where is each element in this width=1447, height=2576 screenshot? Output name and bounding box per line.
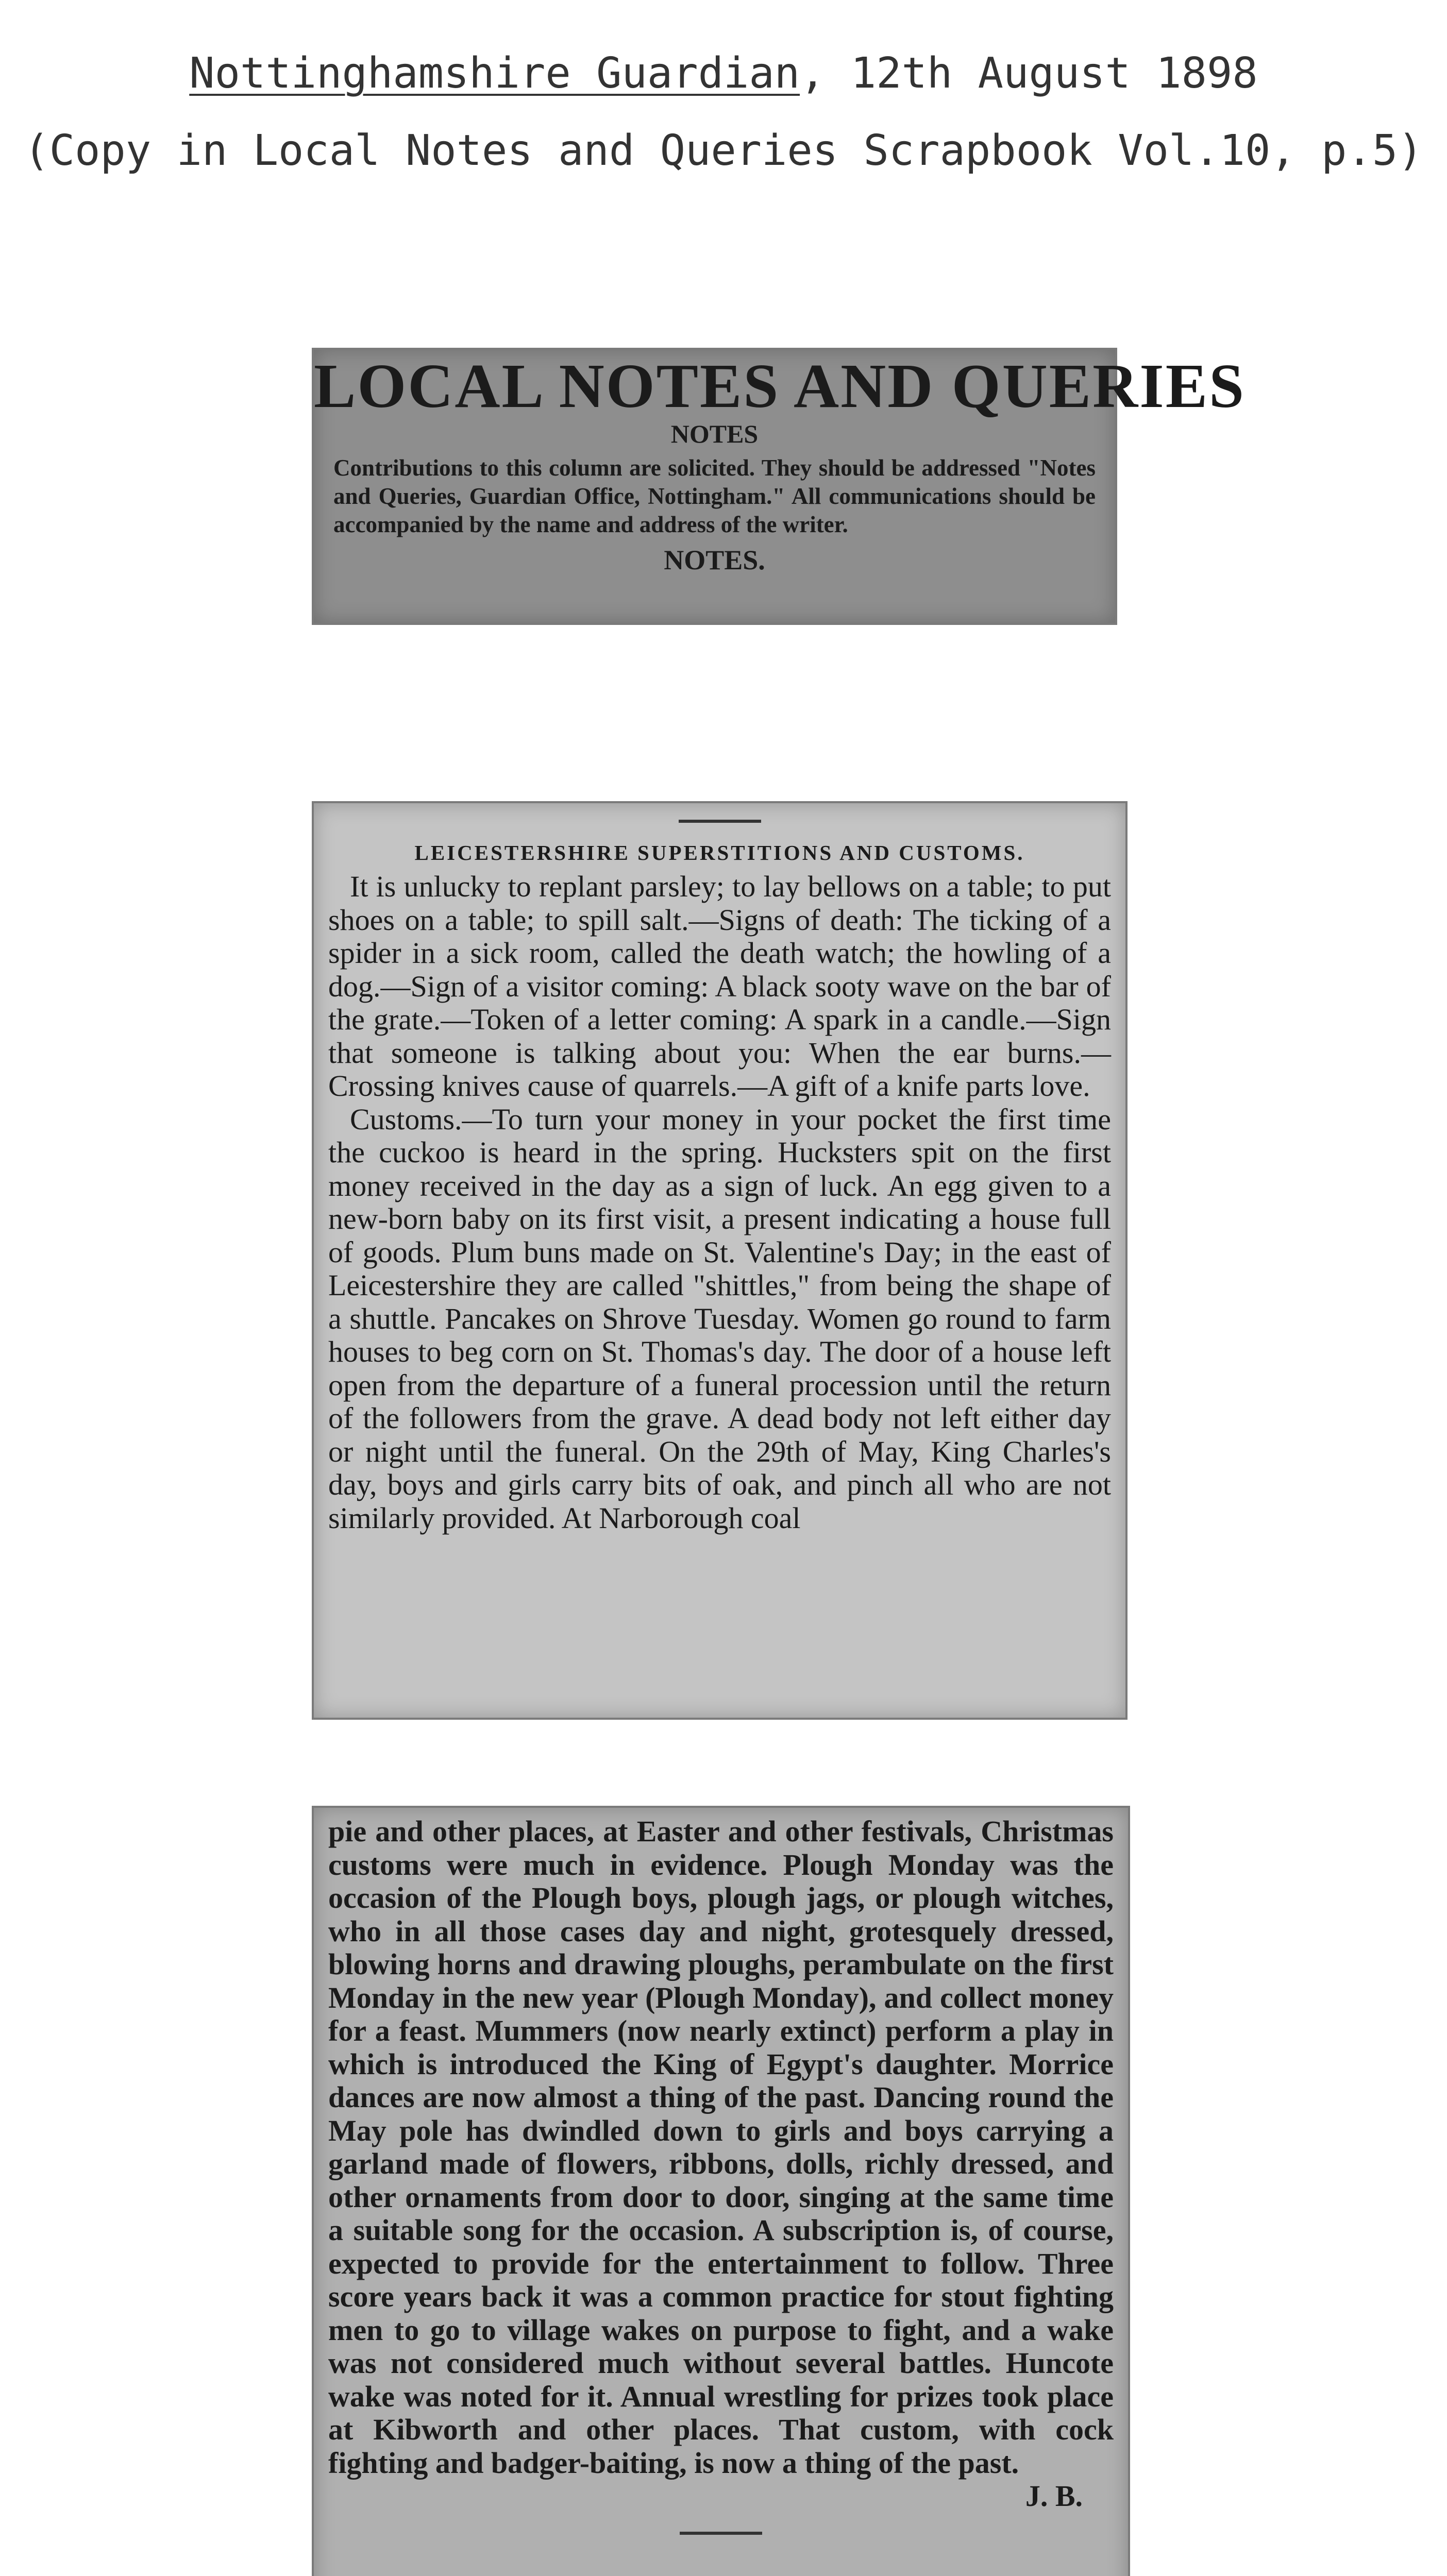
source-date: , 12th August 1898 xyxy=(800,49,1258,98)
masthead-clipping xyxy=(312,348,1246,625)
source-citation xyxy=(0,49,1447,98)
article-clipping-part1 xyxy=(312,801,1128,1720)
article-paragraph: pie and other places, at Easter and other festivals, Christmas customs were much in evidence. Plough Monday was the occasion of the Plough boys, plough jags, or plough witches, who in all those cases day and night, grotesquely dressed, blowing horns and drawing ploughs, perambulate on the first Monday in the new year (Plough Monday), and collect money for a feast. Mummers (now nearly extinct) perform a play in which is introduced the King of Egypt's daughter. Morrice dances are now almost a thing of the past. Dancing round the May pole has dwindled down to girls and boys carrying a garland made of flowers, ribbons, dolls, richly dressed, and other ornaments from door to door, singing at the same time a suitable song for the occasion. A subscription is, of course, expected to provide for the entertainment to follow. Three score years back it was a common practice for stout fighting men to go to village wakes on purpose to fight, and a wake was not considered much without several battles. Huncote wake was noted for it. Annual wrestling for prizes took place at Kibworth and other places. That custom, with cock fighting and badger-baiting, is now a thing of the past. xyxy=(328,1815,1114,2480)
masthead-title: LOCAL NOTES AND QUERIES xyxy=(314,351,1246,421)
notes-section-heading: NOTES. xyxy=(664,544,765,575)
article-clipping-part2 xyxy=(312,1806,1130,2576)
article-column-continued xyxy=(314,1808,1128,2513)
bottom-rule xyxy=(680,2532,762,2535)
source-title: Nottinghamshire Guardian xyxy=(189,49,800,98)
article-paragraph: Customs.—To turn your money in your pocket the first time the cuckoo is heard in the spring. Hucksters spit on the first money received in the day as a sign of luck. An egg given to a new-born baby on its first visit, a present indicating a house full of goods. Plum buns made on St. Valentine's Day; in the east of Leicestershire they are called "shittles," from being the shape of a shuttle. Pancakes on Shrove Tuesday. Women go round to farm houses to beg corn on St. Thomas's day. The door of a house left open from the departure of a funeral procession until the return of the followers from the grave. A dead body not left either day or night until the funeral. On the 29th of May, King Charles's day, boys and girls carry bits of oak, and pinch all who are not similarly provided. At Narborough coal xyxy=(328,1102,1111,1535)
top-rule xyxy=(679,820,761,823)
article-paragraph: It is unlucky to replant parsley; to lay bellows on a table; to put shoes on a table; to spill salt.—Signs of death: The ticking of a spider in a sick room, called the death watch; the howling of a dog.—Sign of a visitor coming: A black sooty wave on the bar of the grate.—Token of a letter coming: A spark in a candle.—Sign that someone is talking about you: When the ear burns.—Crossing knives cause of quarrels.—A gift of a knife parts love. xyxy=(328,870,1111,1103)
author-signature: J. B. xyxy=(1025,2479,1083,2513)
article-heading: LEICESTERSHIRE SUPERSTITIONS AND CUSTOMS. xyxy=(414,841,1025,865)
article-column xyxy=(314,870,1125,1535)
copy-note: (Copy in Local Notes and Queries Scrapbook Vol.10, p.5) xyxy=(24,126,1423,175)
masthead-intro: Contributions to this column are solicited. They should be addressed "Notes and Queries, Guardian Office, Nottingham." All communications should be accompanied by the name and address of the writer. xyxy=(333,455,1096,537)
masthead-subtitle: NOTES xyxy=(670,419,759,448)
